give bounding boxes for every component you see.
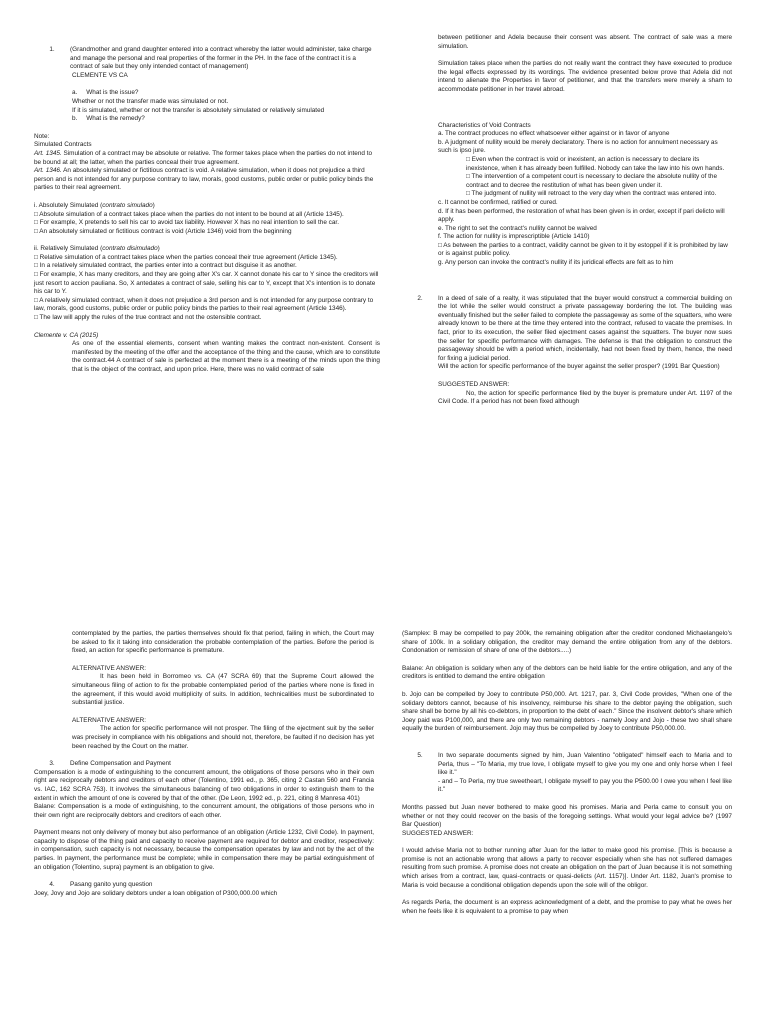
void-item-c: c. It cannot be confirmed, ratified or cured. — [438, 198, 558, 206]
absolute-heading: i. Absolutely Simulated (contrato simulado) — [34, 201, 155, 209]
q5-text-a: In two separate documents signed by him, Juan Valentino "obligated" himself each to Maria and to Perla, thus – "To Maria, my true love, I obligate myself to give you my one and only horse when I feel like it." — [438, 751, 732, 777]
q1-number: 1. — [49, 46, 55, 53]
relative-bullet-4: □ A relatively simulated contract, when it does not prejudice a 3rd person and is not intended for any purpose contrary to law, morals, good customs, public order or public policy binds the parties to their real agreement (Article 1346). — [34, 296, 374, 313]
q5-answer-2: As regards Perla, the document is an express acknowledgment of a debt, and the promise to pay what he owes her when he feels like it is equivalent to a promise to pay when — [402, 899, 732, 915]
void-item-f1: □ As between the parties to a contract, validity cannot be given to it by estoppel if it is prohibited by law or is against public policy. — [438, 241, 728, 258]
q1-sub-b: b. What is the remedy? — [72, 115, 145, 123]
void-item-d: d. If it has been performed, the restoration of what has been given is in order, except if pari delicto will apply. — [438, 207, 725, 224]
void-item-a: a. The contract produces no effect whatsoever either against or in favor of anyone — [438, 130, 670, 138]
clemente-text: As one of the essential elements, consent when wanting makes the contract non-existent. Consent is manifested by the meeting of the offer and the acceptance of the thing and the cause, which are to constitute the contract.44 A contract of sale is perfected at the moment there is a meeting of the minds upon the thing that is the object of the contract, and upon price. Here, there was no valid contract of sale — [72, 340, 380, 373]
void-list — [402, 122, 732, 268]
relative-bullet-5: □ The law will apply the rules of the true contract and not the ostensible contract. — [34, 314, 262, 322]
relative-heading: ii. Relatively Simulated (contrato disimulado) — [34, 245, 160, 253]
q5-answer-1: I would advise Maria not to bother running after Juan for the latter to make good his promise. [This is because a promise is not an actionable wrong that allows a party to recover especially when she has not suffered damages resulting from such promise. A promise does not create an obligation on the part of Juan because it is not something which arises from a contract, law, quasi-contracts or quasi-delicts (Art. 1157)]. Under Art. 1182, Juan's promise to Maria is void because a conditional obligation depends upon the sole will of the obligor. — [402, 847, 732, 889]
simulation-paragraph: Simulation takes place when the parties do not really want the contract they have executed to produce the legal effects expressed by its wordings. The evidence presented below prove that Adela did not intend to alienate the Properties in favor of petitioner, and that the transfers were merely a sham to accommodate petitioner in her travel abroad. — [438, 60, 732, 93]
q5-suggested-label: SUGGESTED ANSWER: — [402, 829, 474, 837]
page2-right-column — [402, 630, 732, 916]
absolute-bullet-3: □ An absolutely simulated or fictitious contract is void (Article 1346) void from the beginning — [34, 227, 292, 235]
art-1345: Art. 1345. Simulation of a contract may be absolute or relative. The former takes place when the parties do not intend to be bound at all; the latter, when the parties conceal their true agreement. — [34, 149, 373, 166]
balane-solidary: Balane: An obligation is solidary when any of the debtors can be held liable for the entire obligation, and any of the creditors is entitled to demand the entire obligation — [402, 664, 732, 681]
page1-left-column — [34, 46, 380, 375]
q2-ask: Will the action for specific performance of the buyer against the seller prosper? (1991 Bar Question) — [438, 363, 720, 371]
q5-number: 5. — [417, 751, 423, 759]
payment-def: Payment means not only delivery of money but also performance of an obligation (Article 1232, Civil Code). In payment, capacity to dispose of the thing paid and capacity to receive payment are required for debtor and creditor, respectively: in compensation, such capacity is not necessary, because the compensation operates by law and not by the act of the parties. In payment, the performance must be complete; while in compensation there may be partial extinguishment of an obligation (Tolentino, supra) payment is an obligation to give. — [34, 829, 374, 871]
question-4 — [34, 881, 374, 890]
alt-answer-1: It has been held in Borromeo vs. CA (47 SCRA 69) that the Supreme Court allowed the simultaneous filing of action to fix the probable contemplated period of the parties where none is fixed in the agreement, if this would avoid multiplicity of suits. In addition, technicalities must be subordinated to substantial justice. — [72, 673, 374, 707]
relative-bullet-1: □ Relative simulation of a contract takes place when the parties conceal their true agreement (Article 1345). — [34, 253, 338, 261]
q5-text-c: Months passed but Juan never bothered to make good his promises. Maria and Perla came to consult you on whether or not they could recover on the basis of the foregoing settings. What would your legal advice be? (1997 Bar Question) — [402, 803, 732, 829]
q3-number: 3. — [49, 760, 55, 768]
alt-answer-2: The action for specific performance will not prosper. The filing of the ejectment suit by the seller was precisely in compliance with his obligations and should not, therefore, be faulted if no decision has yet been reached by the Court on the matter. — [72, 725, 374, 750]
page2-left-column — [34, 630, 374, 898]
page-2 — [0, 512, 768, 1024]
relative-bullet-2: □ In a relatively simulated contract, the parties enter into a contract but disguise it as another. — [34, 262, 297, 270]
clemente-continuation: between petitioner and Adela because their consent was absent. The contract of sale was a mere simulation. — [438, 34, 732, 50]
relative-bullet-3: □ For example, X has many creditors, and they are going after X's car. X cannot donate his car to Y since the creditors will just resort to accion pauliana. So, X antedates a contract of sale, selling his car to Y, except that X's intention is to donate his car to Y. — [34, 271, 379, 296]
void-item-g: g. Any person can invoke the contract's nullity if its juridical effects are felt as to him — [438, 259, 674, 267]
q1-answer-2: If it is simulated, whether or not the transfer is absolutely simulated or relatively simulated — [72, 106, 325, 114]
q1-text: (Grandmother and grand daughter entered into a contract whereby the latter would administer, take charge and manage the personal and real properties of the former in the PH. In the face of the contract it is a contract of sale but they only intended contact of management) — [70, 46, 372, 71]
q4-text: Joey, Jovy and Jojo are solidary debtors under a loan obligation of P300,000.00 which — [34, 889, 278, 897]
q2-suggested-text: No, the action for specific performance filed by the buyer is premature under Art. 1197 of the Civil Code. If a period has not been fixed although — [438, 389, 732, 406]
q4-number: 4. — [49, 881, 55, 889]
q2-number: 2. — [417, 294, 423, 302]
note-label: Note: — [34, 132, 50, 140]
compensation-def-1: Compensation is a mode of extinguishing to the concurrent amount, the obligations of those persons who in their own right are reciprocally debtors and creditors of each other (Tolentino, 1991 ed., p. 365, citing 2 Castan 560 and Francia vs. IAC, 162 SCRA 753). It involves the simultaneous balancing of two obligations in order to extinguish them to the extent in which the amount of one is covered by that of the other. (De Leon, 1992 ed., p. 221, citing 8 Manresa 401) — [34, 768, 374, 802]
jojo-answer: b. Jojo can be compelled by Joey to contribute P50,000. Art. 1217, par. 3, Civil Code provides, "When one of the solidary debtors cannot, because of his insolvency, reimburse his share to the debtor paying the obligation, such share shall be borne by all his co-debtors, in proportion to the debt of each." Since the insolvent debtor's share which Joey paid was P100,000, and there are only two remaining debtors - namely Joey and Jojo - these two shall share equally the burden of reimbursement. Jojo may thus be compelled by Joey to contribute P50,000.00. — [402, 690, 732, 733]
art-1346: Art. 1346. An absolutely simulated or fictitious contract is void. A relative simulation, when it does not prejudice a third person and is not intended for any purpose contrary to law, morals, good customs, public order or public policy binds the parties to their real agreement. — [34, 167, 374, 192]
question-2 — [402, 295, 732, 364]
void-item-e: e. The right to set the contract's nullity cannot be waived — [438, 224, 597, 232]
q2-suggested-label: SUGGESTED ANSWER: — [438, 381, 510, 388]
question-3 — [34, 760, 374, 769]
p2-continuation: contemplated by the parties, the parties themselves should fix that period, failing in which, the Court may be asked to fix it taking into consideration the probable contemplation of the parties. Before the period is fixed, an action for specific performance is premature. — [72, 630, 374, 655]
q5-text-b: - and – To Perla, my true sweetheart, I obligate myself to pay you the P500.00 I owe you when I feel like it." — [438, 777, 732, 794]
q2-text: In a deed of sale of a realty, it was stipulated that the buyer would construct a commercial building on the lot while the seller would construct a private passageway bordering the lot. The building was eventually finished but the seller failed to complete the passageway as some of the squatters, who were already known to be there at the time they entered into the contract, refused to vacate the premises. In fact, prior to its execution, the seller filed ejectment cases against the squatters. The buyer now sues the seller for specific performance with damages. The defense is that the obligation to construct the passageway should be with a period which, incidentally, had not been fixed by them, hence, the need for fixing a judicial period. — [438, 294, 732, 362]
page1-right-column — [402, 34, 732, 407]
q3-title: Define Compensation and Payment — [70, 760, 171, 768]
void-item-b: b. A judgment of nullity would be merely declaratory. There is no action for annulment necessary as such is ipso jure. — [438, 138, 718, 155]
q1-case: CLEMENTE VS CA — [72, 71, 128, 79]
void-item-b1: □ Even when the contract is void or inexistent, an action is necessary to declare its inexistence, when it has already been fulfilled. Nobody can take the law into his own hands. — [466, 155, 725, 172]
compensation-def-2: Balane: Compensation is a mode of extinguishing, to the concurrent amount, the obligations of those persons who in their own right are reciprocally debtors and creditors of each other. — [34, 803, 374, 819]
void-item-b3: □ The judgment of nullity will retroact to the very day when the contract was entered into. — [466, 190, 717, 198]
alt-answer-1-label: ALTERNATIVE ANSWER: — [72, 664, 146, 672]
q1-answer-1: Whether or not the transfer made was simulated or not. — [72, 97, 229, 105]
question-5 — [402, 752, 732, 778]
absolute-bullet-1: □ Absolute simulation of a contract takes place when the parties do not intent to be bound at all (Article 1345). — [34, 210, 344, 218]
q4-title: Pasang ganito yung question — [70, 881, 153, 889]
void-heading: Characteristics of Void Contracts — [438, 121, 531, 129]
question-1 — [34, 46, 380, 72]
absolute-bullet-2: □ For example, X pretends to sell his car to avoid tax liability. However X has no real intention to sell the car. — [34, 219, 339, 227]
samplex-note: (Samplex: B may be compelled to pay 200k, the remaining obligation after the creditor condoned Michaelangelo's share of 100k. In a solidary obligation, the creditor may demand the entire obligation from any of the debtors. Condonation or remission of share of one of the debtors.....) — [402, 630, 732, 655]
alt-answer-2-label: ALTERNATIVE ANSWER: — [72, 716, 146, 724]
void-item-b2: □ The intervention of a competent court is necessary to declare the absolute nullity of the contract and to decree the restitution of what has been given under it. — [466, 173, 717, 189]
void-item-f: f. The action for nullity is imprescriptible (Article 1410) — [438, 233, 590, 241]
note-heading: Simulated Contracts — [34, 141, 92, 149]
clemente-heading: Clemente v. CA (2015) — [34, 331, 99, 339]
q1-sub-a: a. What is the issue? — [72, 89, 139, 97]
